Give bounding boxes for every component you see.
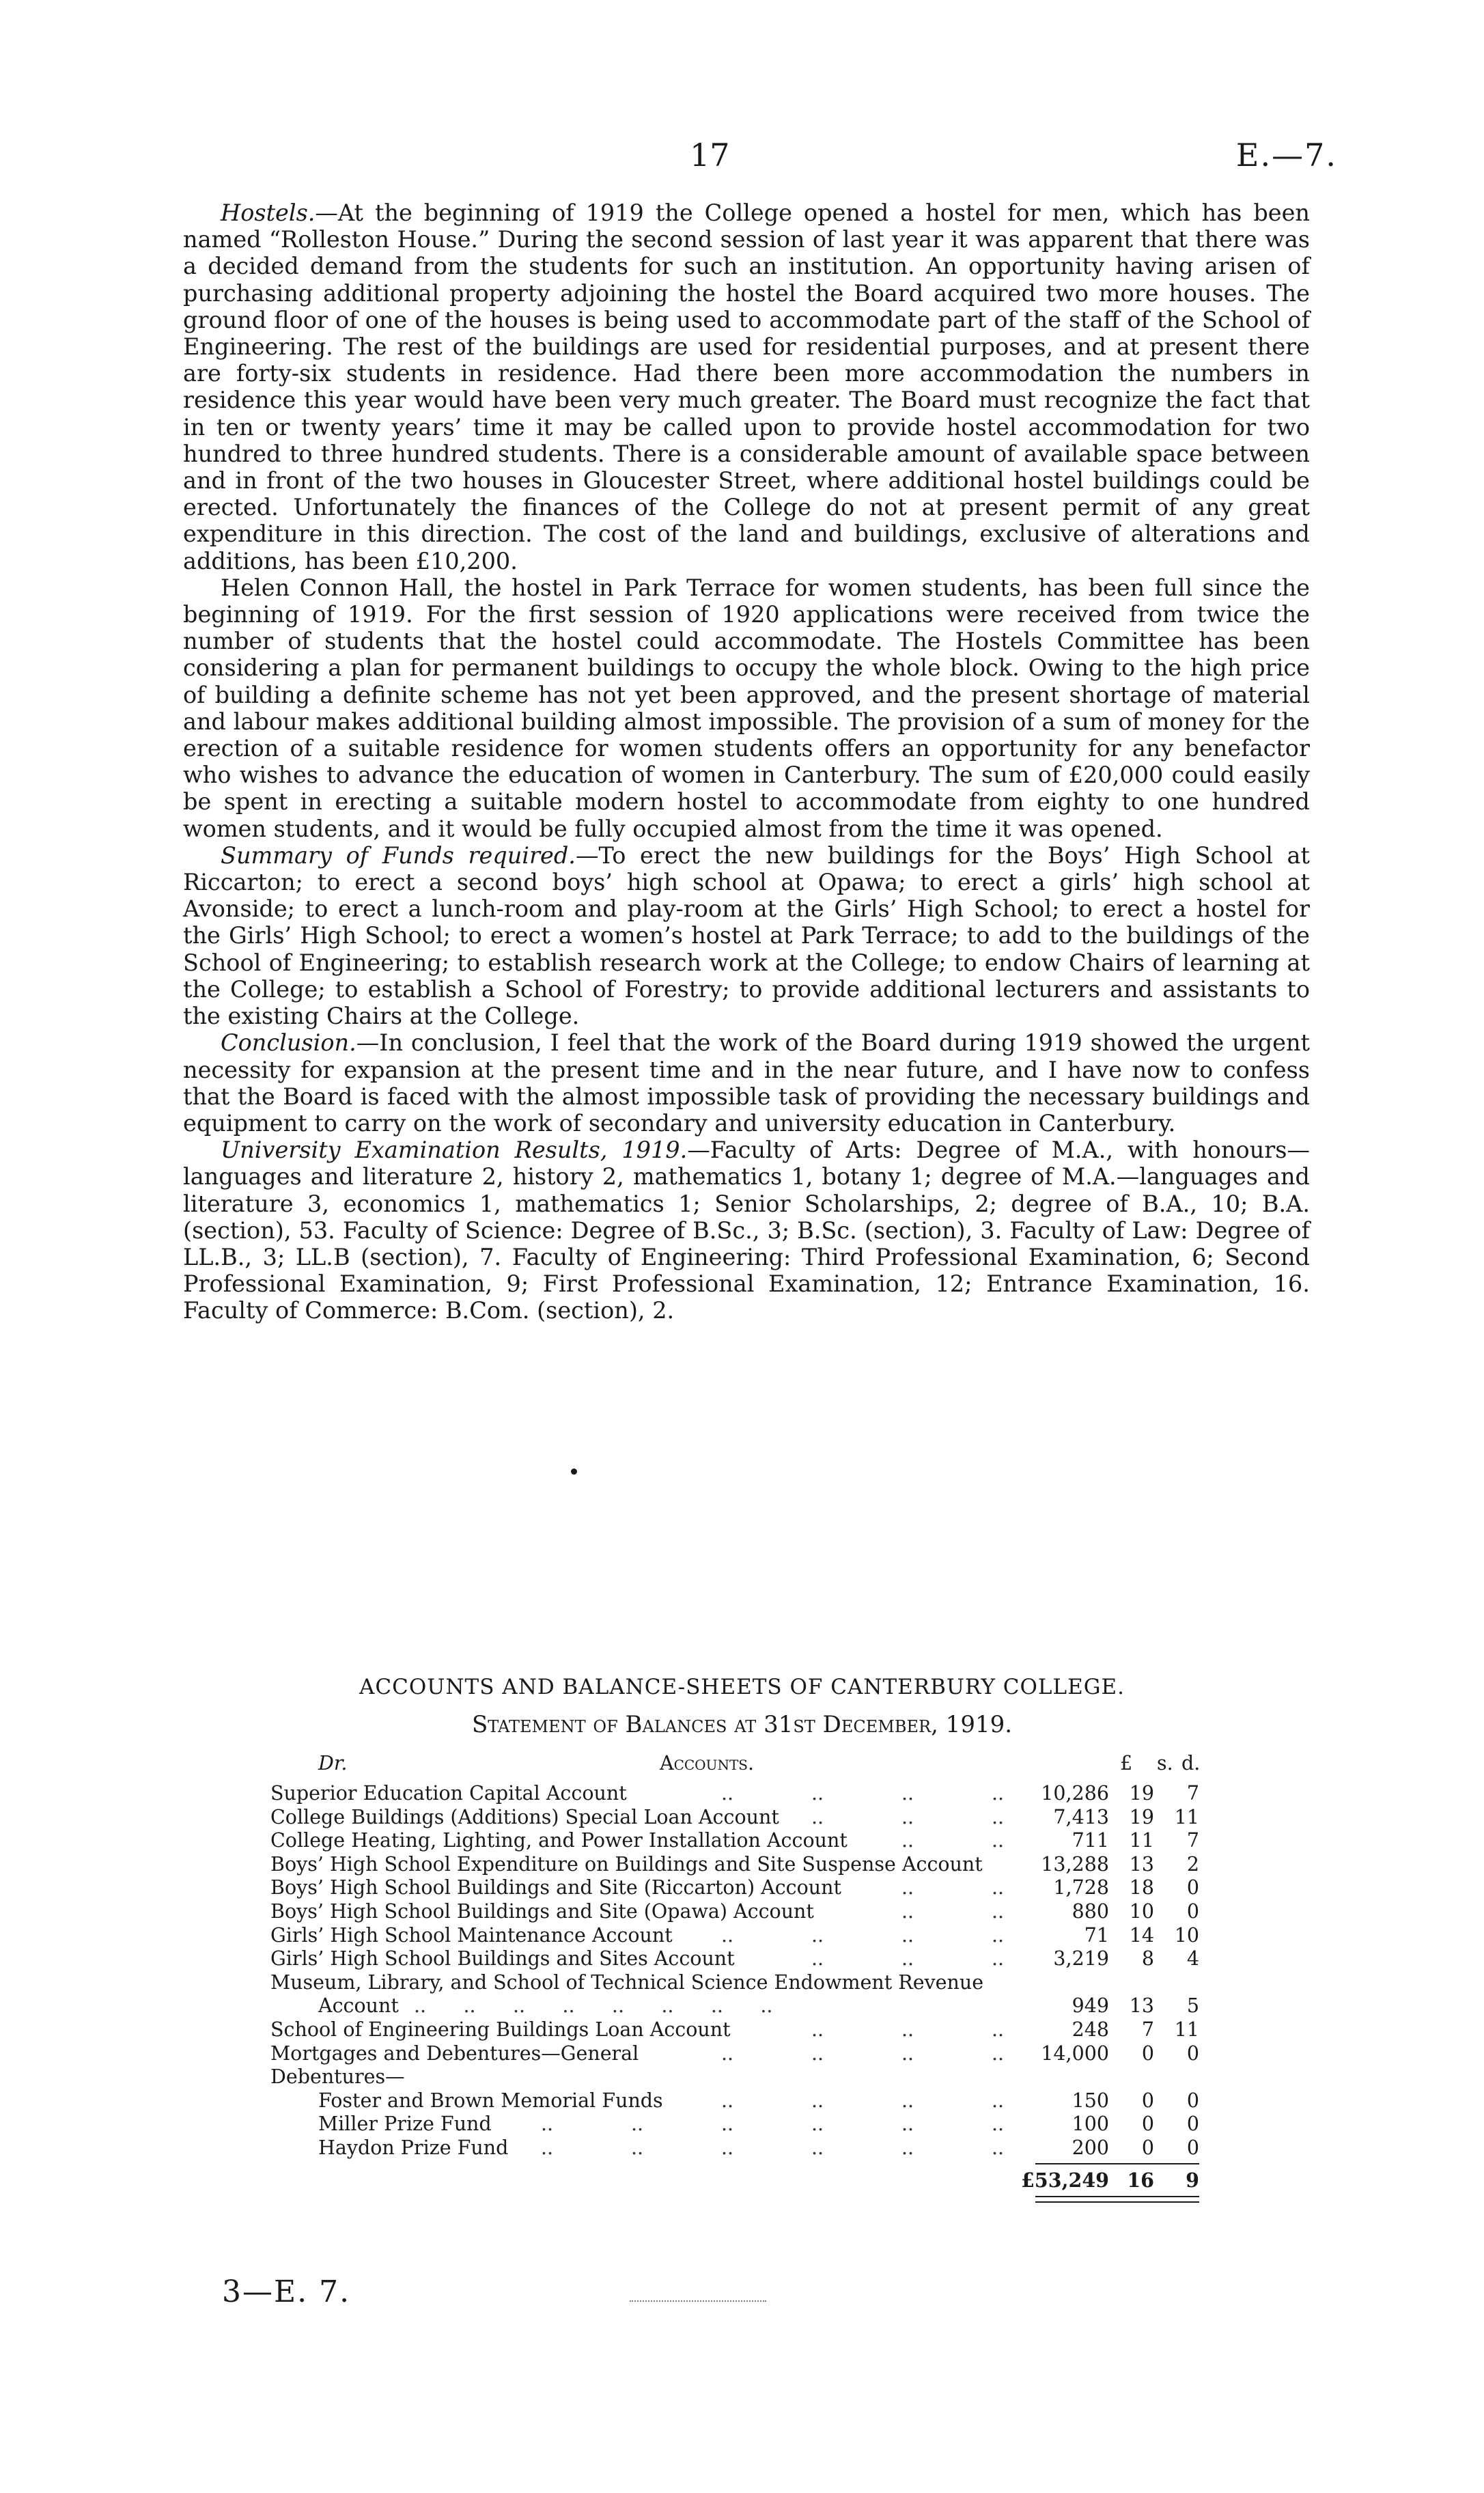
balances-table xyxy=(270,1752,1199,2203)
shillings-value: 10 xyxy=(1129,1899,1154,1923)
pounds-value: 7,413 xyxy=(1053,1805,1109,1828)
pounds-value: 200 xyxy=(1072,2136,1109,2159)
table-row: Superior Education Capital Account .. .. .. .. 10,286 19 7 xyxy=(270,1782,1199,1805)
shillings-value: 18 xyxy=(1129,1876,1154,1899)
decorative-dot xyxy=(571,1468,577,1475)
total-row xyxy=(270,2164,1199,2196)
shillings-value: 14 xyxy=(1129,1923,1154,1947)
debit-label: Dr. xyxy=(318,1752,348,1774)
pence-value: 7 xyxy=(1186,1829,1199,1852)
total-pounds: £53,249 xyxy=(1021,2168,1109,2192)
pence-value: 0 xyxy=(1186,1876,1199,1899)
account-label: Superior Education Capital Account xyxy=(270,1782,627,1805)
shillings-value: 11 xyxy=(1129,1829,1154,1852)
pounds-value: 248 xyxy=(1072,2018,1109,2041)
run-in-heading: University Examination Results, 1919. xyxy=(221,1137,688,1164)
dotted-line xyxy=(630,2300,766,2302)
pence-value: 5 xyxy=(1186,1994,1199,2018)
table-row xyxy=(270,1853,1199,1877)
account-label: Miller Prize Fund xyxy=(318,2113,492,2136)
table-row xyxy=(270,2065,1199,2089)
paragraph-hostels xyxy=(183,199,1310,574)
run-in-heading: Summary of Funds required. xyxy=(221,841,576,869)
table-row: Girls’ High School Buildings and Sites Account .. .. .. 3,219 8 4 xyxy=(270,1947,1199,1970)
account-label: Haydon Prize Fund xyxy=(318,2136,509,2159)
table-row: School of Engineering Buildings Loan Account .. .. .. 248 7 11 xyxy=(270,2018,1199,2041)
pence-value: 7 xyxy=(1186,1782,1199,1805)
pence-value: 0 xyxy=(1186,2042,1199,2065)
pence-value: 0 xyxy=(1186,2136,1199,2159)
pounds-value: 1,728 xyxy=(1053,1876,1109,1899)
shillings-value: 19 xyxy=(1129,1805,1154,1828)
pounds-value: 10,286 xyxy=(1041,1782,1109,1805)
account-label: Foster and Brown Memorial Funds xyxy=(318,2089,663,2112)
table-row: Boys’ High School Buildings and Site (Riccarton) Account .. .. 1,728 18 0 xyxy=(270,1876,1199,1899)
table-row: College Buildings (Additions) Special Loan Account .. .. .. 7,413 19 11 xyxy=(270,1805,1199,1828)
shillings-value: 0 xyxy=(1141,2089,1154,2112)
table-row: Haydon Prize Fund .. .. .. .. .. .. 200 0 0 xyxy=(318,2136,1199,2159)
pence-value: 0 xyxy=(1186,2113,1199,2136)
table-row xyxy=(270,1971,1199,1995)
total-pence: 9 xyxy=(1186,2168,1199,2192)
account-label: Boys’ High School Buildings and Site (Riccarton) Account xyxy=(270,1876,841,1899)
paragraph-text: —Faculty of Arts: Degree of M.A., with honours—languages and literature 2, history 2, mathematics 1, botany 1; degree of M.A.—languages and literature 3, economics 1, mathematics 1; Senior Scholarships, 2; degree of B.A., 10; B.A. (section), 53. Faculty of Science: Degree of B.Sc., 3; B.Sc. (section), 3. Faculty of Law: Degree of LL.B., 3; LL.B (section), 7. Faculty of Engineering: Third Professional Examination, 6; Second Professional Examination, 9; First Professional Examination, 12; Entrance Examination, 16. Faculty of Commerce: B.Com. (section), 2. xyxy=(183,1137,1310,1324)
table-row: Mortgages and Debentures—General .. .. .. .. 14,000 0 0 xyxy=(270,2042,1199,2065)
double-rule xyxy=(1035,2196,1199,2203)
table-row: College Heating, Lighting, and Power Installation Account .. .. 711 11 7 xyxy=(270,1829,1199,1852)
paragraph-helen-connon xyxy=(183,574,1310,842)
leader-dots: .. .. .. .. .. .. .. .. xyxy=(414,1994,773,2018)
signature-mark: 3—E. 7. xyxy=(222,2274,351,2309)
shillings-value: 8 xyxy=(1141,1947,1154,1970)
shillings-value: 0 xyxy=(1141,2042,1154,2065)
paragraph-text: Helen Connon Hall, the hostel in Park Terrace for women students, has been full since the beginning of 1919. For the first session of 1920 applications were received from twice the number of students that the hostel could accommodate. The Hostels Committee has been considering a plan for permanent buildings to occupy the whole block. Owing to the high price of building a definite scheme has not yet been approved, and the present shortage of material and labour makes additional building almost impossible. The provision of a sum of money for the erection of a suitable residence for women students offers an opportunity for any benefactor who wishes to advance the education of women in Canterbury. The sum of £20,000 could easily be spent in erecting a suitable modern hostel to accommodate from eighty to one hundred women students, and it would be fully occupied almost from the time it was opened. xyxy=(183,574,1310,842)
run-in-heading: Conclusion. xyxy=(221,1029,356,1057)
account-rows xyxy=(270,2018,1199,2065)
table-header xyxy=(270,1752,1199,1782)
pounds-value: 100 xyxy=(1072,2113,1109,2136)
shillings-column-header: s. xyxy=(1157,1752,1173,1774)
accounts-column-header: Accounts. xyxy=(660,1752,755,1774)
accounts-heading: ACCOUNTS AND BALANCE-SHEETS OF CANTERBURY COLLEGE. xyxy=(359,1675,1125,1699)
pounds-value: 711 xyxy=(1072,1829,1109,1852)
pounds-value: 880 xyxy=(1072,1899,1109,1923)
debentures-heading: Debentures— xyxy=(270,2065,405,2089)
pounds-value: 14,000 xyxy=(1041,2042,1109,2065)
table-row xyxy=(270,1994,1199,2018)
account-label: Boys’ High School Buildings and Site (Opawa) Account xyxy=(270,1899,814,1923)
pounds-column-header: £ xyxy=(1120,1752,1133,1774)
run-in-heading: Hostels. xyxy=(221,199,316,226)
pence-value: 2 xyxy=(1186,1852,1199,1876)
account-rows xyxy=(270,1782,1199,1971)
pence-column-header: d. xyxy=(1181,1752,1201,1774)
account-label: Account xyxy=(318,1994,399,2018)
pence-value: 11 xyxy=(1174,2018,1199,2041)
account-label: Girls’ High School Buildings and Sites Account xyxy=(270,1947,735,1970)
pounds-value: 150 xyxy=(1072,2089,1109,2112)
account-label: School of Engineering Buildings Loan Account xyxy=(270,2018,731,2041)
account-label: Boys’ High School Expenditure on Buildings and Site Suspense Account xyxy=(270,1852,983,1876)
body-text xyxy=(183,199,1310,1324)
pounds-value: 13,288 xyxy=(1041,1852,1109,1876)
pounds-value: 3,219 xyxy=(1053,1947,1109,1970)
shillings-value: 13 xyxy=(1129,1852,1154,1876)
shillings-value: 7 xyxy=(1141,2018,1154,2041)
pence-value: 0 xyxy=(1186,1899,1199,1923)
account-label: Museum, Library, and School of Technical Science Endowment Revenue xyxy=(270,1970,984,1994)
paragraph-text: —In conclusion, I feel that the work of the Board during 1919 showed the urgent necessity for expansion at the present time and in the near future, and I have now to confess that the Board is faced with the almost impossible task of providing the necessary buildings and equipment to carry on the work of secondary and university education in Canterbury. xyxy=(183,1029,1310,1137)
paragraph-summary-funds xyxy=(183,842,1310,1029)
account-label: College Buildings (Additions) Special Loan Account xyxy=(270,1805,779,1828)
debenture-rows xyxy=(270,2089,1199,2160)
total-shillings: 16 xyxy=(1127,2168,1154,2192)
pence-value: 0 xyxy=(1186,2089,1199,2112)
pence-value: 4 xyxy=(1186,1947,1199,1970)
page-number: 17 xyxy=(690,137,730,173)
account-label: Mortgages and Debentures—General xyxy=(270,2042,639,2065)
pounds-value: 71 xyxy=(1084,1923,1109,1947)
shillings-value: 0 xyxy=(1141,2136,1154,2159)
paragraph-text: —To erect the new buildings for the Boys’ High School at Riccarton; to erect a second boys’ high school at Opawa; to erect a girls’ high school at Avonside; to erect a lunch-room and play-room at the Girls’ High School; to erect a hostel for the Girls’ High School; to erect a women’s hostel at Park Terrace; to add to the buildings of the School of Engineering; to establish research work at the College; to endow Chairs of learning at the College; to establish a School of Forestry; to provide additional lecturers and assistants to the existing Chairs at the College. xyxy=(183,841,1310,1030)
pence-value: 10 xyxy=(1174,1923,1199,1947)
shillings-value: 0 xyxy=(1141,2113,1154,2136)
paragraph-text: —At the beginning of 1919 the College opened a hostel for men, which has been named “Rolleston House.” During the second session of last year it was apparent that there was a decided demand from the students for such an institution. An opportunity having arisen of purchasing additional property adjoining the hostel the Board acquired two more houses. The ground floor of one of the houses is being used to accommodate part of the staff of the School of Engineering. The rest of the buildings are used for residential purposes, and at present there are forty-six students in residence. Had there been more accommodation the numbers in residence this year would have been very much greater. The Board must recognize the fact that in ten or twenty years’ time it may be called upon to provide hostel accommodation for two hundred to three hundred students. There is a considerable amount of available space between and in front of the two houses in Gloucester Street, where additional hostel buildings could be erected. Unfortunately the finances of the College do not at present permit of any great expenditure in this direction. The cost of the land and buildings, exclusive of alterations and additions, has been £10,200. xyxy=(183,199,1310,574)
document-code: E.—7. xyxy=(1235,137,1337,173)
paragraph-exam-results xyxy=(183,1137,1310,1324)
table-row: Boys’ High School Buildings and Site (Opawa) Account .. .. 880 10 0 xyxy=(270,1899,1199,1923)
account-label: Girls’ High School Maintenance Account xyxy=(270,1923,673,1947)
shillings-value: 13 xyxy=(1129,1994,1154,2018)
paragraph-conclusion xyxy=(183,1029,1310,1137)
table-row: Girls’ High School Maintenance Account .. .. .. .. 71 14 10 xyxy=(270,1923,1199,1947)
pounds-value: 949 xyxy=(1072,1994,1109,2018)
shillings-value: 19 xyxy=(1129,1782,1154,1805)
statement-subheading: Statement of Balances at 31st December, 1919. xyxy=(471,1711,1013,1738)
table-row: Miller Prize Fund .. .. .. .. .. .. 100 0 0 xyxy=(318,2113,1199,2136)
pence-value: 11 xyxy=(1174,1805,1199,1828)
account-label: College Heating, Lighting, and Power Installation Account xyxy=(270,1829,848,1852)
table-row: Foster and Brown Memorial Funds .. .. .. .. 150 0 0 xyxy=(318,2089,1199,2112)
